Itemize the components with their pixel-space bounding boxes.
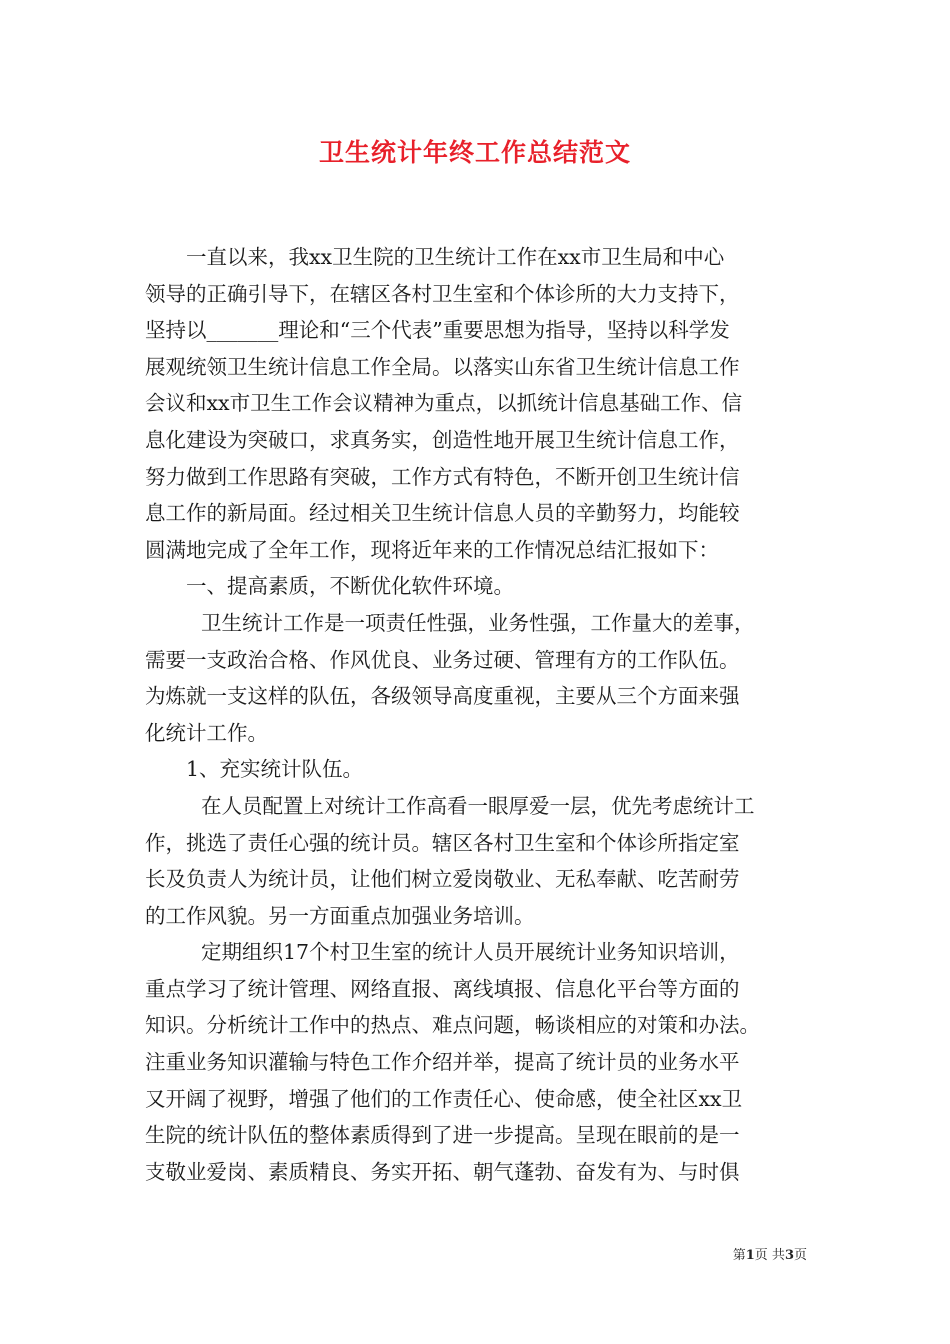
paragraph-line: 又开阔了视野，增强了他们的工作责任心、使命感，使全社区xx卫 <box>145 1086 743 1111</box>
paragraph-line: 卫生统计工作是一项责任性强，业务性强，工作量大的差事， <box>201 610 755 635</box>
footer-suffix: 页 <box>793 1248 807 1263</box>
paragraph-line: 重点学习了统计管理、网络直报、离线填报、信息化平台等方面的 <box>145 976 740 1001</box>
paragraph-line: 长及负责人为统计员，让他们树立爱岗敬业、无私奉献、吃苦耐劳 <box>145 867 740 892</box>
paragraph-line: 知识。分析统计工作中的热点、难点问题，畅谈相应的对策和办法。 <box>145 1013 760 1038</box>
footer-prefix: 第 <box>732 1248 746 1263</box>
paragraph-line: 作，挑选了责任心强的统计员。辖区各村卫生室和个体诊所指定室 <box>145 830 740 855</box>
paragraph-line: 定期组织17个村卫生室的统计人员开展统计业务知识培训， <box>201 940 740 965</box>
footer-total-pages: 3 <box>784 1248 794 1263</box>
paragraph-line: 坚持以_______理论和“三个代表”重要思想为指导，坚持以科学发 <box>145 318 730 343</box>
paragraph-line: 支敬业爱岗、素质精良、务实开拓、朝气蓬勃、奋发有为、与时俱 <box>145 1159 740 1184</box>
paragraph-line: 会议和xx市卫生工作会议精神为重点，以抓统计信息基础工作、信 <box>145 391 743 416</box>
section-heading: 一、提高素质，不断优化软件环境。 <box>186 574 514 599</box>
paragraph-line: 生院的统计队伍的整体素质得到了进一步提高。呈现在眼前的是一 <box>145 1123 740 1148</box>
paragraph-line: 的工作风貌。另一方面重点加强业务培训。 <box>145 903 535 928</box>
paragraph-line: 息工作的新局面。经过相关卫生统计信息人员的辛勤努力，均能较 <box>145 501 740 526</box>
paragraph-line: 在人员配置上对统计工作高看一眼厚爱一层，优先考虑统计工 <box>201 793 755 818</box>
page-title: 卫生统计年终工作总结范文 <box>318 138 631 167</box>
page-footer <box>733 1244 807 1263</box>
paragraph-line: 为炼就一支这样的队伍，各级领导高度重视，主要从三个方面来强 <box>145 684 740 709</box>
paragraph-line: 努力做到工作思路有突破，工作方式有特色，不断开创卫生统计信 <box>145 464 740 489</box>
paragraph-line: 需要一支政治合格、作风优良、业务过硬、管理有方的工作队伍。 <box>145 647 740 672</box>
paragraph-line: 息化建设为突破口，求真务实，创造性地开展卫生统计信息工作， <box>145 427 740 452</box>
paragraph-line: 化统计工作。 <box>145 720 268 745</box>
subsection-heading: 1、充实统计队伍。 <box>186 757 364 782</box>
document-body <box>145 239 817 1190</box>
paragraph-line: 圆满地完成了全年工作，现将近年来的工作情况总结汇报如下： <box>145 537 719 562</box>
paragraph-line: 展观统领卫生统计信息工作全局。以落实山东省卫生统计信息工作 <box>145 354 740 379</box>
footer-middle: 页 共 <box>754 1248 785 1263</box>
paragraph-line: 一直以来，我xx卫生院的卫生统计工作在xx市卫生局和中心 <box>186 245 725 269</box>
paragraph-line: 领导的正确引导下，在辖区各村卫生室和个体诊所的大力支持下， <box>145 281 740 306</box>
footer-page-number: 1 <box>745 1248 755 1263</box>
paragraph-line: 注重业务知识灌输与特色工作介绍并举，提高了统计员的业务水平 <box>145 1050 740 1075</box>
